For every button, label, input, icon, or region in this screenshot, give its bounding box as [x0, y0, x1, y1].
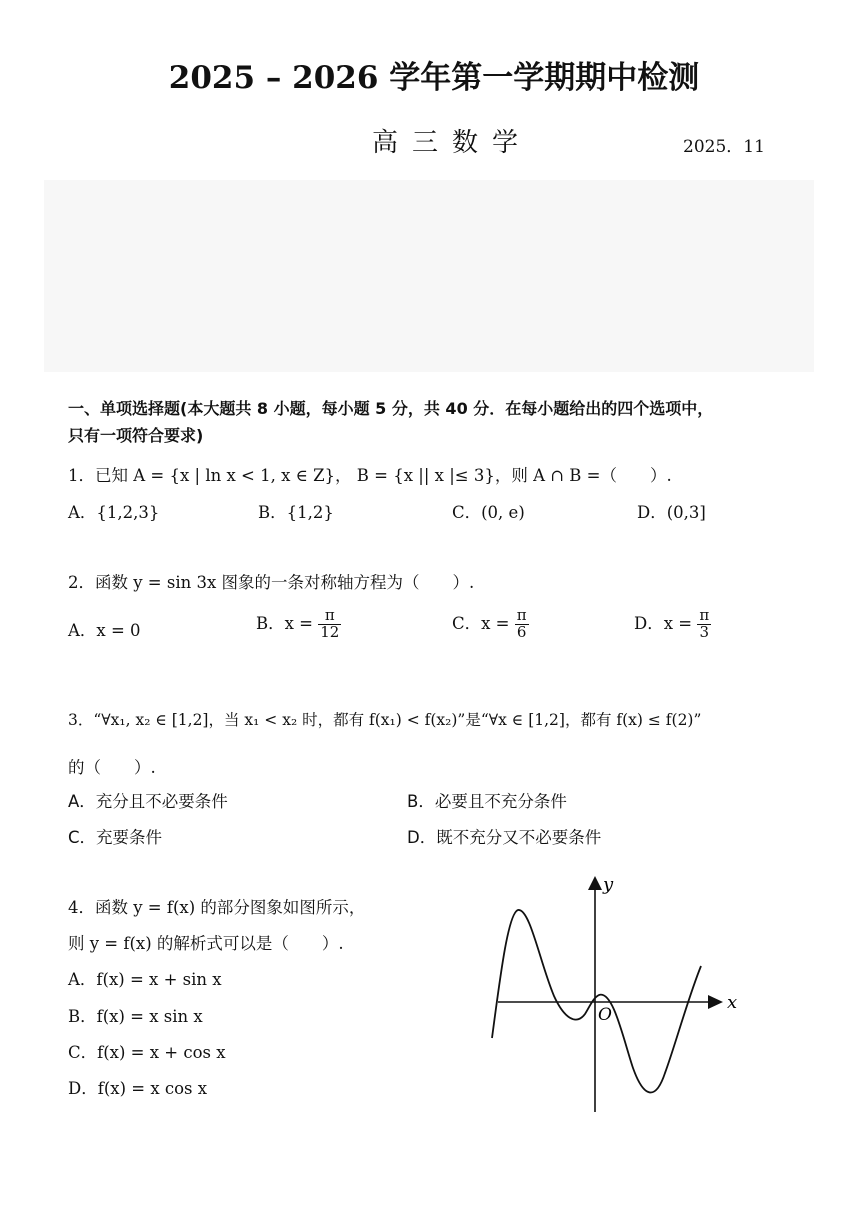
q2-option-b-den: 12	[320, 622, 340, 641]
q4-option-b: B．f(x) = x sin x	[68, 1007, 203, 1026]
q4-stem-line2: 则 y = f(x) 的解析式可以是（ ）.	[68, 934, 344, 953]
q2-option-c-num: π	[516, 606, 527, 624]
y-axis-arrow-icon	[588, 876, 602, 890]
q2-option-b-num: π	[318, 608, 341, 625]
q1-option-b: B．{1,2}	[258, 503, 334, 522]
subject-title: 高三数学	[372, 128, 533, 158]
q3-option-b: B．必要且不充分条件	[407, 792, 567, 811]
q3-stem-line1: 3．“∀x₁, x₂ ∈ [1,2]，当 x₁ < x₂ 时，都有 f(x₁) < f(x₂)”是“∀x ∈ [1,2]，都有 f(x) ≤ f(2)”	[68, 711, 702, 729]
q2-option-c-fraction	[515, 608, 529, 641]
q1-option-d: D．(0,3]	[637, 503, 706, 522]
exam-date: 2025．11	[683, 137, 765, 157]
section-heading-line1: 一、单项选择题(本大题共 8 小题，每小题 5 分，共 40 分．在每小题给出的四个选项中，	[68, 399, 714, 418]
q3-option-d: D．既不充分又不必要条件	[407, 828, 602, 847]
q2-option-b-prefix: B．x =	[256, 613, 314, 633]
q2-option-d	[634, 608, 711, 641]
section-heading-line2: 只有一项符合要求)	[68, 426, 204, 445]
q2-option-a: A．x = 0	[68, 621, 141, 640]
q2-option-c-den: 6	[516, 622, 527, 641]
q2-option-d-fraction	[697, 608, 711, 641]
q1-option-a: A．{1,2,3}	[68, 503, 160, 522]
q4-option-a: A．f(x) = x + sin x	[68, 970, 222, 989]
q3-stem-line2: 的（ ）.	[68, 758, 156, 777]
q2-option-d-num: π	[699, 606, 710, 624]
q2-option-c	[452, 608, 529, 641]
q1-stem: 1．已知 A = {x | ln x < 1, x ∈ Z}， B = {x || x |≤ 3}，则 A ∩ B =（ ）.	[68, 466, 672, 485]
x-axis-label: x	[727, 992, 738, 1013]
q3-option-a: A．充分且不必要条件	[68, 792, 228, 811]
q2-option-b	[256, 608, 341, 641]
q2-option-c-prefix: C．x =	[452, 613, 510, 633]
y-axis-label: y	[603, 874, 614, 895]
q1-option-c: C．(0, e)	[452, 503, 525, 522]
score-table-area	[44, 180, 814, 372]
q4-function-graph	[478, 868, 758, 1118]
q4-stem-line1: 4．函数 y = f(x) 的部分图象如图所示，	[68, 898, 366, 917]
q2-option-d-prefix: D．x =	[634, 613, 693, 633]
q2-option-b-fraction	[318, 608, 341, 641]
q3-option-c: C．充要条件	[68, 828, 163, 847]
origin-label: O	[598, 1005, 612, 1025]
exam-title: 2025 – 2026 学年第一学期期中检测	[168, 60, 700, 96]
q4-option-c: C．f(x) = x + cos x	[68, 1043, 226, 1062]
q4-option-d: D．f(x) = x cos x	[68, 1079, 208, 1098]
q2-stem: 2．函数 y = sin 3x 图象的一条对称轴方程为（ ）.	[68, 573, 475, 592]
q2-option-d-den: 3	[699, 622, 710, 641]
x-axis-arrow-icon	[708, 995, 723, 1009]
